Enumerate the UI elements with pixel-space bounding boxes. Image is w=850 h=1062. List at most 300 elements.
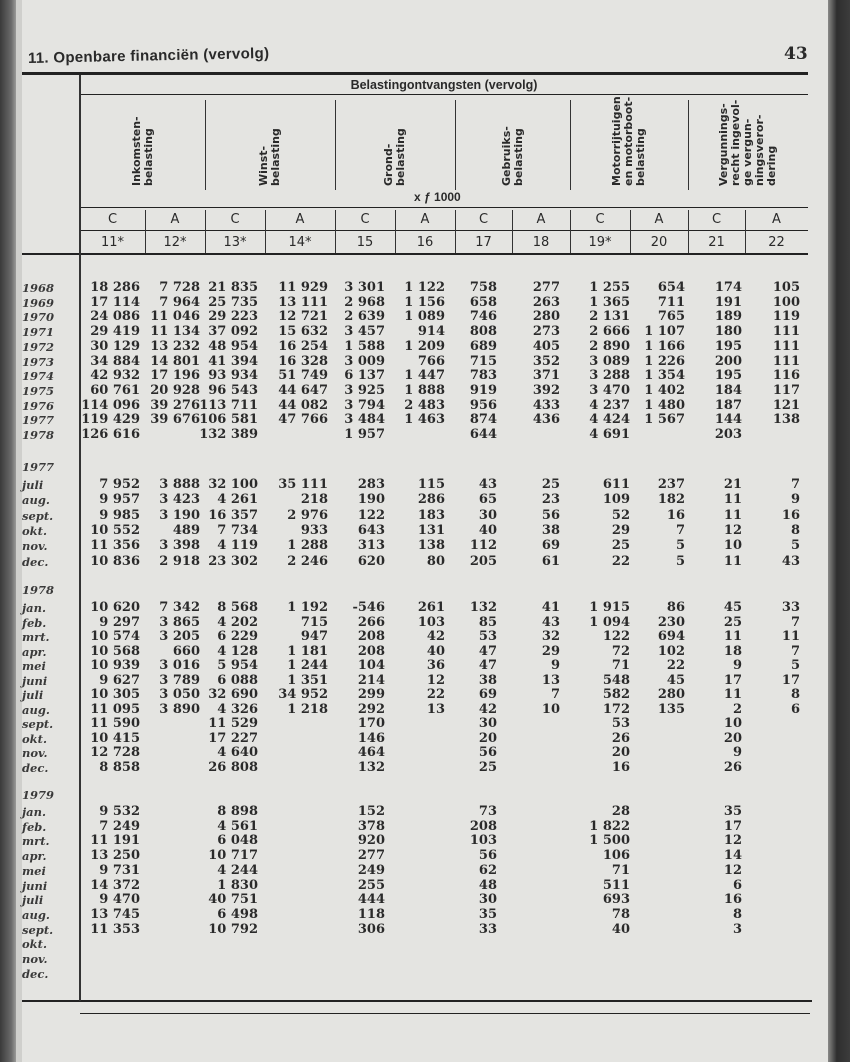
table-cell: 511 [602, 877, 630, 893]
column-number: 21 [708, 235, 725, 250]
table-cell: 12 728 [90, 745, 140, 760]
table-cell: 3 301 [344, 280, 385, 295]
table-cell: 117 [772, 382, 800, 398]
table-cell: 280 [532, 309, 560, 325]
table-cell: 105 [772, 280, 800, 295]
table-cell: 10 [723, 538, 742, 554]
row-label: 1969 [22, 295, 55, 310]
table-cell: 3 925 [344, 382, 385, 398]
table-cell: 1 447 [404, 368, 445, 384]
table-cell: 33 [781, 600, 800, 615]
row-label: okt. [22, 731, 47, 746]
column-header-income-tax: Inkomsten- belasting [129, 116, 155, 186]
block-year-heading: 1979 [22, 788, 55, 802]
table-cell: 313 [357, 538, 385, 554]
table-cell: 69 [541, 538, 560, 554]
table-cell: 1 244 [287, 658, 328, 673]
table-cell: 15 632 [278, 324, 328, 340]
table-cell: 93 934 [208, 368, 258, 384]
ca-label: A [536, 212, 546, 227]
table-cell: 14 801 [150, 353, 200, 369]
table-cell: 10 939 [90, 658, 140, 673]
table-cell: 16 328 [278, 353, 328, 369]
table-cell: 766 [417, 353, 445, 369]
table-cell: 61 [541, 553, 560, 569]
column-divider [570, 210, 571, 253]
table-cell: 16 [666, 507, 685, 523]
table-cell: 187 [714, 397, 742, 413]
table-cell: 16 [723, 892, 742, 908]
table-cell: 29 223 [208, 309, 258, 325]
table-cell: 582 [602, 687, 630, 702]
table-cell: 643 [357, 522, 385, 538]
table-cell: 11 [723, 492, 742, 508]
bottom-rule [22, 1000, 812, 1002]
table-cell: 80 [426, 553, 445, 569]
column-divider [265, 210, 266, 253]
table-cell: 352 [532, 353, 560, 369]
table-cell: 9 532 [99, 804, 140, 819]
table-cell: 2 246 [287, 553, 328, 569]
table-cell: 9 [732, 658, 742, 673]
row-label: 1971 [22, 325, 55, 340]
block-year-heading: 1978 [22, 583, 55, 597]
table-cell: 765 [657, 309, 685, 325]
table-cell: 2 968 [344, 294, 385, 310]
table-cell: 16 357 [208, 507, 258, 523]
table-cell: 42 932 [90, 368, 140, 384]
ca-label: C [711, 212, 722, 227]
ca-label: C [595, 212, 605, 227]
column-number: 20 [650, 235, 668, 250]
table-cell: 170 [357, 716, 385, 731]
table-cell: 23 [541, 492, 560, 508]
table-cell: 914 [417, 324, 445, 340]
table-cell: 230 [657, 614, 685, 630]
table-cell: 111 [772, 353, 800, 369]
table-cell: 9 [732, 745, 742, 760]
table-cell: 44 082 [278, 397, 328, 413]
table-cell: 103 [417, 614, 445, 630]
table-cell: 18 286 [90, 280, 140, 295]
table-cell: 13 232 [150, 338, 200, 354]
table-cell: 122 [602, 629, 630, 644]
table-cell: 9 957 [99, 492, 140, 508]
table-cell: 2 666 [589, 324, 630, 340]
table-cell: 4 119 [217, 538, 258, 554]
table-cell: 9 470 [99, 892, 140, 908]
table-cell: 4 202 [217, 614, 258, 630]
table-cell: 2 890 [589, 338, 630, 354]
column-number: 16 [416, 235, 434, 250]
table-cell: 6 088 [217, 672, 258, 688]
table-cell: 464 [357, 745, 385, 760]
table-cell: 1 192 [287, 600, 328, 615]
table-cell: 9 297 [99, 614, 140, 630]
table-cell: 694 [657, 629, 685, 644]
table-cell: 11 095 [90, 701, 140, 717]
table-cell: 39 676 [150, 412, 200, 428]
table-cell: 5 [790, 658, 800, 673]
table-cell: 34 884 [90, 353, 140, 369]
table-cell: 33 [478, 921, 497, 937]
table-cell: 689 [469, 338, 497, 354]
table-cell: 32 690 [208, 687, 258, 702]
table-cell: 21 [723, 477, 742, 492]
table-cell: 42 [478, 701, 497, 717]
table-cell: 43 [541, 614, 560, 630]
table-cell: 4 691 [589, 427, 630, 442]
table-cell: 30 129 [90, 338, 140, 354]
table-cell: 34 952 [278, 687, 328, 702]
row-label: nov. [22, 539, 48, 554]
column-divider [335, 210, 336, 253]
ca-label: A [420, 212, 430, 227]
table-cell: 1 354 [644, 368, 685, 384]
table-cell: 1 166 [644, 338, 685, 354]
table-cell: 45 [666, 672, 685, 688]
table-cell: 138 [772, 412, 800, 428]
table-cell: 947 [300, 629, 328, 644]
table-cell: 299 [357, 687, 385, 702]
table-cell: 17 227 [208, 730, 258, 746]
table-cell: 7 [790, 643, 800, 659]
table-cell: 132 [357, 759, 385, 775]
table-cell: 48 954 [208, 338, 258, 354]
table-cell: 3 423 [159, 492, 200, 508]
table-cell: 40 [426, 643, 445, 659]
table-cell: 10 574 [90, 629, 140, 644]
table-cell: 29 [541, 643, 560, 659]
table-cell: 52 [611, 507, 630, 523]
table-cell: -546 [352, 600, 385, 615]
table-cell: 205 [469, 553, 497, 569]
table-cell: 1 365 [589, 294, 630, 310]
table-cell: 11 [723, 507, 742, 523]
table-cell: 26 [611, 730, 630, 746]
table-cell: 71 [611, 862, 630, 878]
table-cell: 1 094 [589, 614, 630, 630]
column-header-land-tax: Grond- belasting [382, 128, 407, 186]
table-cell: 43 [478, 477, 497, 492]
table-cell: 53 [611, 716, 630, 731]
table-cell: 7 342 [159, 600, 200, 615]
table-cell: 41 [541, 600, 560, 615]
table-cell: 10 552 [90, 522, 140, 538]
table-cell: 104 [357, 658, 385, 673]
column-number: 17 [475, 235, 492, 250]
table-cell: 218 [300, 492, 328, 508]
row-label: 1976 [22, 398, 55, 413]
table-cell: 189 [714, 309, 742, 325]
category-divider [335, 100, 336, 190]
table-cell: 38 [478, 672, 497, 688]
column-number: 18 [532, 235, 550, 250]
table-cell: 42 [426, 629, 445, 644]
table-cell: 10 568 [90, 643, 140, 659]
row-label: 1974 [22, 369, 55, 384]
table-cell: 38 [541, 522, 560, 538]
row-label: juli [22, 893, 44, 908]
table-cell: 1 156 [404, 294, 445, 310]
table-cell: 13 [426, 701, 445, 717]
table-cell: 106 581 [199, 412, 258, 428]
group-title: Belastingontvangsten (vervolg) [350, 78, 538, 92]
table-cell: 956 [469, 397, 497, 413]
table-cell: 126 616 [81, 427, 140, 442]
table-cell: 109 [602, 492, 630, 508]
table-cell: 4 561 [217, 818, 258, 834]
table-cell: 17 [723, 672, 742, 688]
row-label: sept. [22, 717, 54, 731]
column-number: 22 [768, 235, 785, 250]
row-label: mei [22, 863, 46, 878]
table-cell: 620 [357, 553, 385, 569]
table-cell: 17 114 [90, 294, 140, 310]
table-cell: 7 [790, 614, 800, 630]
table-cell: 35 [723, 804, 742, 819]
table-cell: 1 463 [404, 412, 445, 428]
table-cell: 132 389 [199, 427, 258, 442]
table-cell: 1 957 [344, 427, 385, 442]
category-divider [570, 100, 571, 190]
table-cell: 65 [478, 492, 497, 508]
table-cell: 3 205 [159, 629, 200, 644]
row-label: dec. [22, 966, 49, 981]
table-cell: 22 [611, 553, 630, 569]
table-cell: 203 [714, 427, 742, 442]
table-cell: 11 590 [90, 716, 140, 731]
table-cell: 433 [532, 397, 560, 413]
table-cell: 4 326 [217, 701, 258, 717]
table-cell: 11 191 [90, 833, 140, 849]
row-label: jan. [22, 805, 46, 819]
table-cell: 255 [357, 877, 385, 893]
row-label: aug. [22, 493, 50, 508]
table-cell: 1 402 [644, 382, 685, 398]
table-cell: 283 [357, 477, 385, 492]
table-cell: 45 [723, 600, 742, 615]
table-cell: 3 888 [159, 477, 200, 492]
table-cell: 444 [357, 892, 385, 908]
table-cell: 8 858 [99, 759, 140, 775]
table-cell: 1 588 [344, 338, 385, 354]
page-edge [828, 0, 850, 1062]
table-cell: 172 [602, 701, 630, 717]
table-cell: 17 [781, 672, 800, 688]
ca-label: A [772, 212, 781, 227]
table-cell: 1 181 [287, 643, 328, 659]
table-cell: 20 [478, 730, 497, 746]
table-cell: 29 419 [90, 324, 140, 340]
table-cell: 119 429 [81, 412, 140, 428]
table-cell: 7 734 [217, 522, 258, 538]
row-label: okt. [22, 937, 47, 952]
table-cell: 40 751 [208, 892, 258, 908]
table-cell: 6 498 [217, 906, 258, 922]
table-cell: 3 288 [589, 368, 630, 384]
row-label: juli [22, 478, 44, 492]
unit-label: x ƒ 1000 [414, 190, 461, 204]
table-cell: 11 529 [208, 716, 258, 731]
table-cell: 658 [469, 294, 497, 310]
table-cell: 10 [541, 701, 560, 717]
table-cell: 138 [417, 538, 445, 554]
table-cell: 1 288 [287, 538, 328, 554]
ca-label: C [360, 212, 370, 227]
table-cell: 1 107 [644, 324, 685, 340]
row-label: dec. [22, 554, 49, 569]
table-cell: 208 [469, 818, 497, 834]
table-cell: 1 500 [589, 833, 630, 849]
table-cell: 191 [714, 294, 742, 310]
table-cell: 4 237 [589, 397, 630, 413]
table-cell: 1 089 [404, 309, 445, 325]
row-label: juni [22, 673, 48, 688]
table-cell: 40 [478, 522, 497, 538]
table-cell: 69 [478, 687, 497, 702]
table-cell: 96 543 [208, 382, 258, 398]
group-rule [80, 94, 808, 95]
column-header-consumption-tax: Gebruiks- belasting [499, 126, 525, 186]
table-cell: 8 568 [217, 600, 258, 615]
column-divider [395, 210, 396, 253]
table-cell: 85 [478, 614, 497, 630]
ca-label: C [230, 212, 240, 227]
column-header-license-fee: Vergunnings- recht ingevol- ge vergun- ningsveror- dering [717, 99, 778, 186]
row-label: juli [22, 688, 44, 702]
table-cell: 11 [781, 629, 800, 644]
table-cell: 32 [541, 629, 560, 644]
table-cell: 8 [790, 522, 800, 538]
table-cell: 25 [478, 759, 497, 775]
table-cell: 3 794 [344, 397, 385, 413]
table-cell: 183 [417, 507, 445, 523]
table-cell: 8 [790, 687, 800, 702]
table-cell: 758 [469, 280, 497, 295]
table-cell: 783 [469, 368, 497, 384]
table-cell: 3 089 [589, 353, 630, 369]
table-cell: 10 836 [90, 553, 140, 569]
table-cell: 9 731 [99, 862, 140, 878]
table-cell: 277 [357, 848, 385, 864]
table-cell: 11 134 [150, 324, 200, 340]
table-cell: 1 822 [589, 818, 630, 834]
table-cell: 26 808 [208, 759, 258, 775]
table-cell: 23 302 [208, 553, 258, 569]
table-cell: 13 250 [90, 848, 140, 864]
table-cell: 132 [469, 600, 497, 615]
table-cell: 56 [541, 507, 560, 523]
table-cell: 28 [611, 804, 630, 819]
table-cell: 286 [417, 492, 445, 508]
table-cell: 920 [357, 833, 385, 849]
table-cell: 292 [357, 701, 385, 717]
table-cell: 14 372 [90, 877, 140, 893]
page-number: 43 [784, 44, 808, 64]
column-divider [512, 210, 513, 253]
column-divider [745, 210, 746, 253]
table-cell: 1 226 [644, 353, 685, 369]
table-cell: 611 [602, 477, 630, 492]
table-cell: 874 [469, 412, 497, 428]
table-cell: 47 766 [278, 412, 328, 428]
table-cell: 9 [550, 658, 560, 673]
ca-label: A [295, 212, 305, 227]
row-label: mei [22, 659, 46, 673]
table-cell: 1 888 [404, 382, 445, 398]
table-cell: 43 [781, 553, 800, 569]
column-header-motor-vehicle-tax: Motorrijtuigen en motorboot- belasting [610, 96, 647, 186]
row-label: dec. [22, 760, 49, 775]
table-cell: 8 898 [217, 804, 258, 819]
ca-rule [80, 230, 808, 231]
category-divider [205, 100, 206, 190]
table-cell: 119 [772, 309, 800, 325]
table-cell: 2 976 [287, 507, 328, 523]
page-title: 11. Openbare financiën (vervolg) [27, 44, 270, 67]
table-cell: 16 254 [278, 338, 328, 354]
table-cell: 30 [478, 892, 497, 908]
unit-rule [80, 207, 808, 208]
table-cell: 131 [417, 522, 445, 538]
table-cell: 11 353 [90, 921, 140, 937]
table-cell: 3 865 [159, 614, 200, 630]
table-cell: 715 [469, 353, 497, 369]
table-cell: 746 [469, 309, 497, 325]
table-cell: 654 [657, 280, 685, 295]
table-cell: 21 835 [208, 280, 258, 295]
table-cell: 2 918 [159, 553, 200, 569]
table-cell: 73 [478, 804, 497, 819]
table-cell: 261 [417, 600, 445, 615]
table-cell: 56 [478, 848, 497, 864]
table-cell: 6 [732, 877, 742, 893]
column-number: 14* [288, 235, 312, 250]
table-cell: 3 470 [589, 382, 630, 398]
table-cell: 1 915 [589, 600, 630, 615]
table-cell: 715 [300, 614, 328, 630]
table-cell: 113 711 [199, 397, 258, 413]
table-cell: 11 [723, 629, 742, 644]
table-cell: 392 [532, 382, 560, 398]
table-cell: 24 086 [90, 309, 140, 325]
table-cell: 56 [478, 745, 497, 760]
row-label: sept. [22, 508, 54, 523]
table-cell: 1 351 [287, 672, 328, 688]
row-label: 1975 [22, 383, 55, 398]
table-cell: 30 [478, 716, 497, 731]
table-cell: 86 [666, 600, 685, 615]
table-cell: 10 [723, 716, 742, 731]
table-cell: 51 749 [278, 368, 328, 384]
row-label: feb. [22, 615, 47, 630]
table-cell: 25 735 [208, 294, 258, 310]
table-cell: 3 457 [344, 324, 385, 340]
table-cell: 1 830 [217, 877, 258, 893]
table-cell: 72 [611, 643, 630, 659]
table-cell: 16 [781, 507, 800, 523]
table-cell: 184 [714, 382, 742, 398]
table-cell: 13 745 [90, 906, 140, 922]
table-cell: 146 [357, 730, 385, 746]
table-cell: 12 [723, 522, 742, 538]
table-cell: 4 244 [217, 862, 258, 878]
footer-rule [80, 1013, 810, 1014]
table-cell: 26 [723, 759, 742, 775]
column-divider [205, 210, 206, 253]
table-cell: 182 [657, 492, 685, 508]
